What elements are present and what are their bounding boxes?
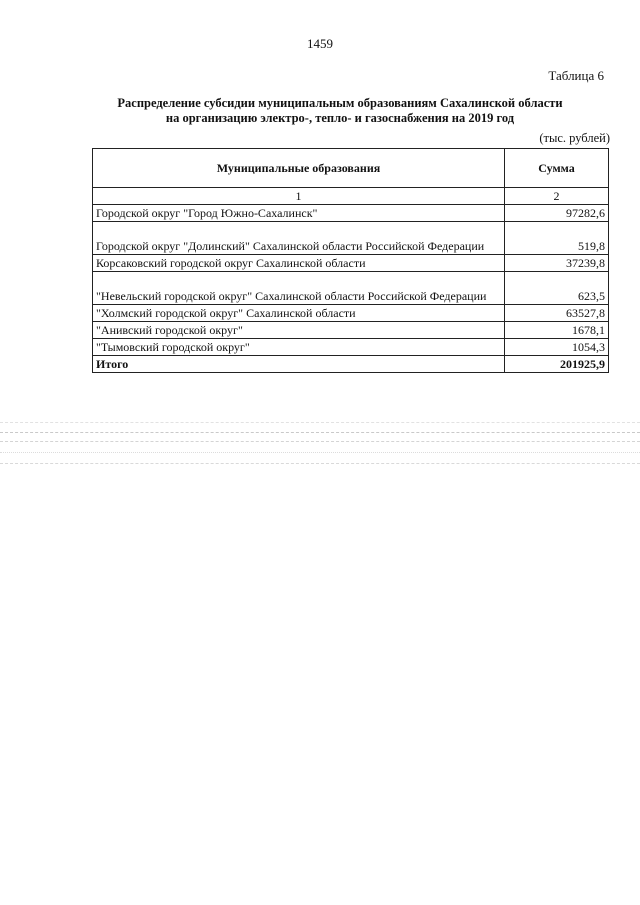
row-name: "Невельский городской округ" Сахалинской области Российской Федерации [93, 272, 505, 305]
row-amount: 63527,8 [505, 305, 609, 322]
table-row [93, 205, 609, 222]
table-label: Таблица 6 [548, 68, 604, 83]
row-amount: 623,5 [505, 272, 609, 305]
row-name: Корсаковский городской округ Сахалинской области [93, 255, 505, 272]
table-row [93, 272, 609, 305]
row-name: Городской округ "Город Южно-Сахалинск" [93, 205, 505, 222]
row-amount: 519,8 [505, 222, 609, 255]
units-note: (тыс. рублей) [539, 131, 610, 145]
row-name: Городской округ "Долинский" Сахалинской области Российской Федерации [93, 222, 505, 255]
row-name: "Холмский городской округ" Сахалинской области [93, 305, 505, 322]
title-line-2: на организацию электро-, тепло- и газоснабжения на 2019 год [165, 111, 515, 125]
scan-artifact-line [0, 422, 640, 424]
scan-artifact-line [0, 463, 640, 465]
scan-artifact-line [0, 432, 640, 434]
row-name: "Анивский городской округ" [93, 322, 505, 339]
table-row [93, 339, 609, 356]
row-amount: 1054,3 [505, 339, 609, 356]
row-amount: 1678,1 [505, 322, 609, 339]
total-label: Итого [93, 356, 505, 373]
page-number: 1459 [307, 36, 333, 51]
column-number-2: 2 [505, 188, 609, 205]
total-amount: 201925,9 [505, 356, 609, 373]
header-row [93, 149, 609, 188]
header-name: Муниципальные образования [93, 149, 505, 188]
table-row [93, 322, 609, 339]
row-name: "Тымовский городской округ" [93, 339, 505, 356]
table-row [93, 222, 609, 255]
row-amount: 97282,6 [505, 205, 609, 222]
total-row [93, 356, 609, 373]
title-line-1: Распределение субсидии муниципальным образованиям Сахалинской области [117, 96, 563, 110]
column-number-1: 1 [93, 188, 505, 205]
table-row [93, 255, 609, 272]
scan-artifact-line [0, 452, 640, 454]
table-row [93, 305, 609, 322]
header-amount: Сумма [505, 149, 609, 188]
column-numbers-row [93, 188, 609, 205]
document-title [60, 96, 620, 126]
row-amount: 37239,8 [505, 255, 609, 272]
scan-artifact-line [0, 441, 640, 443]
subsidy-table [92, 148, 609, 373]
